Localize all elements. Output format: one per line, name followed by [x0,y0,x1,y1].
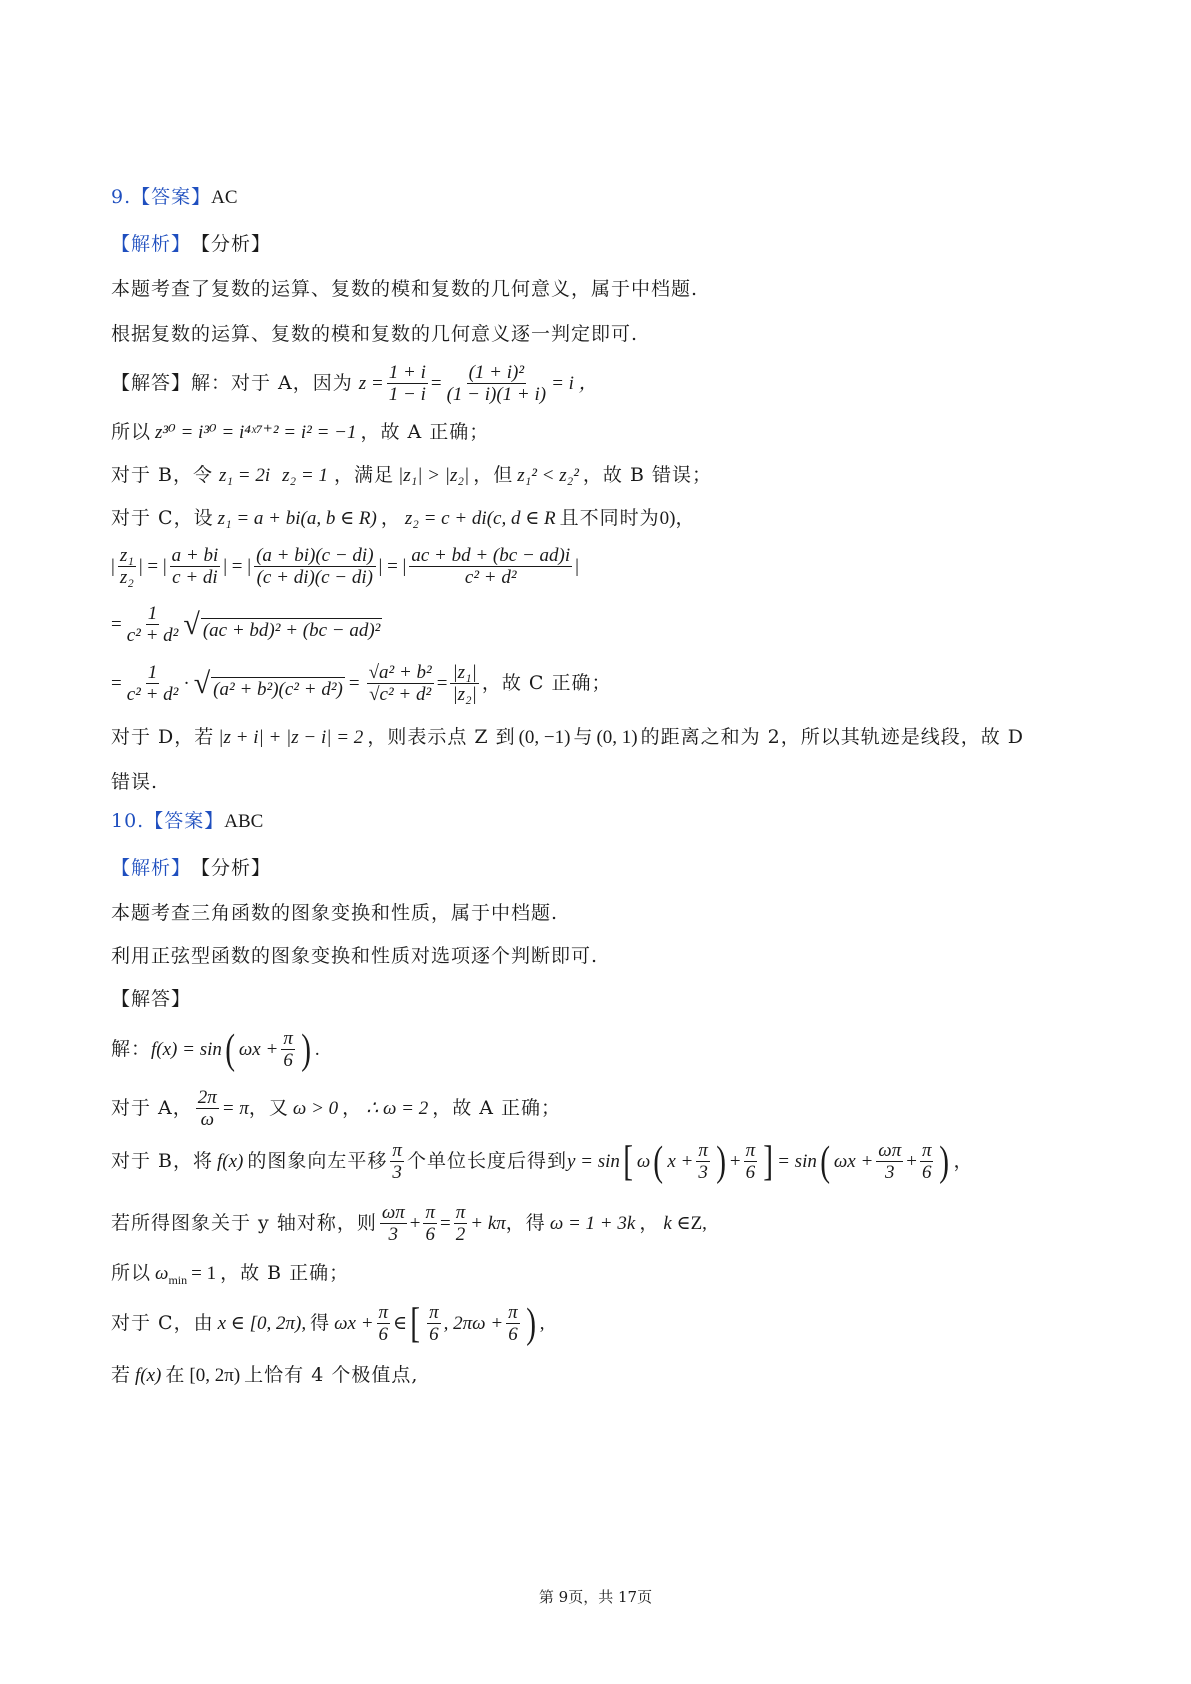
q9-a-z: z = [358,373,384,394]
q10-omega-min-line: 所以 ω min = 1 ，故 B 正确； [111,1262,350,1287]
q10-paragraph-2: 利用正弦型函数的图象变换和性质对选项逐个判断即可. [111,945,599,967]
q10-c-line: 对于 C，由 x ∈ [0, 2π), 得 ωx + $\frac{\pi}{6}$ ∈ [ $\frac{\pi}{6}$ , 2πω + $\frac{\pi}{6}$ ) , [111,1300,545,1347]
q9-c-derivation-2: = $\frac{1}{\text{c² + d²}}$ √ (ac + bd)² + (bc − ad)² [111,603,381,646]
q10-a-line: 对于 A， $\frac{2\pi}{\omega}$ = π ，又 ω > 0 ， ∴ ω = 2 ，故 A 正确； [111,1087,562,1130]
q9-answer: AC [211,187,238,208]
q9-number: 9. [111,186,132,208]
q10-extrema-line: 若 f(x) 在 [0, 2π) 上恰有 4 个极值点, [111,1364,419,1386]
q9-d-line: 对于 D，若 |z + i| + |z − i| = 2 ，则表示点 Z 到 (0, −1) 与 (0, 1) 的距离之和为 2，所以其轨迹是线段，故 D [111,726,1025,748]
q10-solve-tag: 【解答】 [111,988,192,1010]
q10-analysis-line: 【解析】 【分析】 [111,857,272,879]
q9-b-line: 对于 B，令 z₁ = 2i z₂ = 1 ，满足 |z₁| > |z₂| ，但 z₁² < z₂² ，故 B 错误； [111,464,712,486]
q9-a-power-chain: z³⁰ = i³⁰ = i⁴ˣ⁷⁺² = i² = −1 [155,422,357,443]
q9-analysis-sub: 【分析】 [191,233,272,255]
q10-symmetry-line: 若所得图象关于 y 轴对称，则 $\frac{\omega\pi}{3}$ + $\frac{\pi}{6}$ = $\frac{\pi}{2}$ + kπ ，得 ω = 1 + 3k ， k ∈ Z, [111,1202,707,1245]
q9-solve-tag: 【解答】 [111,372,192,394]
q9-c-derivation-1: | $\frac{\text{z₁}}{\text{z₂}}$ | = | $\frac{a + bi}{c + di}$ | = | $\frac{(a + bi)(c - di)}{(c + di)(c - di)}$ | = | $\frac{ac + bd + (bc - ad)i}{\text{c² + d²}}$ | [111,545,579,588]
q9-a-fraction-2: $\frac{\text{(1 + i)²}}{(1 - i)(1 + i)}$ [446,362,547,405]
q9-a-tail: = i ， [551,373,598,394]
q9-paragraph-2: 根据复数的运算、复数的模和复数的几何意义逐一判定即可. [111,323,639,345]
q9-analysis-line [111,235,271,254]
q9-solve-a: 【解答】 解：对于 A，因为 z = $\frac{1 + i}{1 - i}$ = $\frac{\text{(1 + i)²}}{(1 - i)(1 + i)}$ = i ， [111,362,598,405]
q9-a-lead: 解：对于 A，因为 [191,372,353,394]
page-footer: 第 9页，共 17页 [538,1588,653,1606]
q9-d-line-2: 错误. [111,771,159,793]
q9-analysis-tag: 【解析】 [111,233,192,255]
q9-a-fraction-1: $\frac{1 + i}{1 - i}$ [388,362,426,405]
q10-function-def: 解： f(x) = sin ( ωx + $\frac{\pi}{6}$ ) . [111,1026,320,1073]
q9-answer-line [111,188,238,207]
q10-paragraph-1: 本题考查三角函数的图象变换和性质，属于中档题. [111,902,559,924]
q9-c-line: 对于 C，设 z₁ = a + bi(a, b ∈ R) ， z₂ = c + di(c, d ∈ R 且不同时为 0) ， [111,507,696,529]
q9-a-conclusion: 所以 z³⁰ = i³⁰ = i⁴ˣ⁷⁺² = i² = −1 ，故 A 正确； [111,421,490,443]
q10-b-line: 对于 B，将 f(x) 的图象向左平移 $\frac{\pi}{3}$ 个单位长度后得到 y = sin [ ω ( x + $\frac{\pi}{3}$ ) + $\frac{\pi}{6}$ ] = sin ( ωx + $\frac{\omega\pi}{3}$ + $\frac{\pi}{6}$ ) ， [111,1138,974,1185]
q9-answer-tag: 【答案】 [131,186,212,208]
q9-c-derivation-3: = $\frac{1}{\text{c² + d²}}$ · √ (a² + b²)(c² + d²) = $\frac{\text{√a² + b²}}{\text{√c² + d²}}$ = $\frac{\text{|z₁|}}{\text{|z₂|}}$ ，故 C 正确； [111,662,612,705]
q9-paragraph-1: 本题考查了复数的运算、复数的模和复数的几何意义，属于中档题. [111,278,699,300]
q10-answer-line: 10. 【答案】 ABC [111,810,264,832]
